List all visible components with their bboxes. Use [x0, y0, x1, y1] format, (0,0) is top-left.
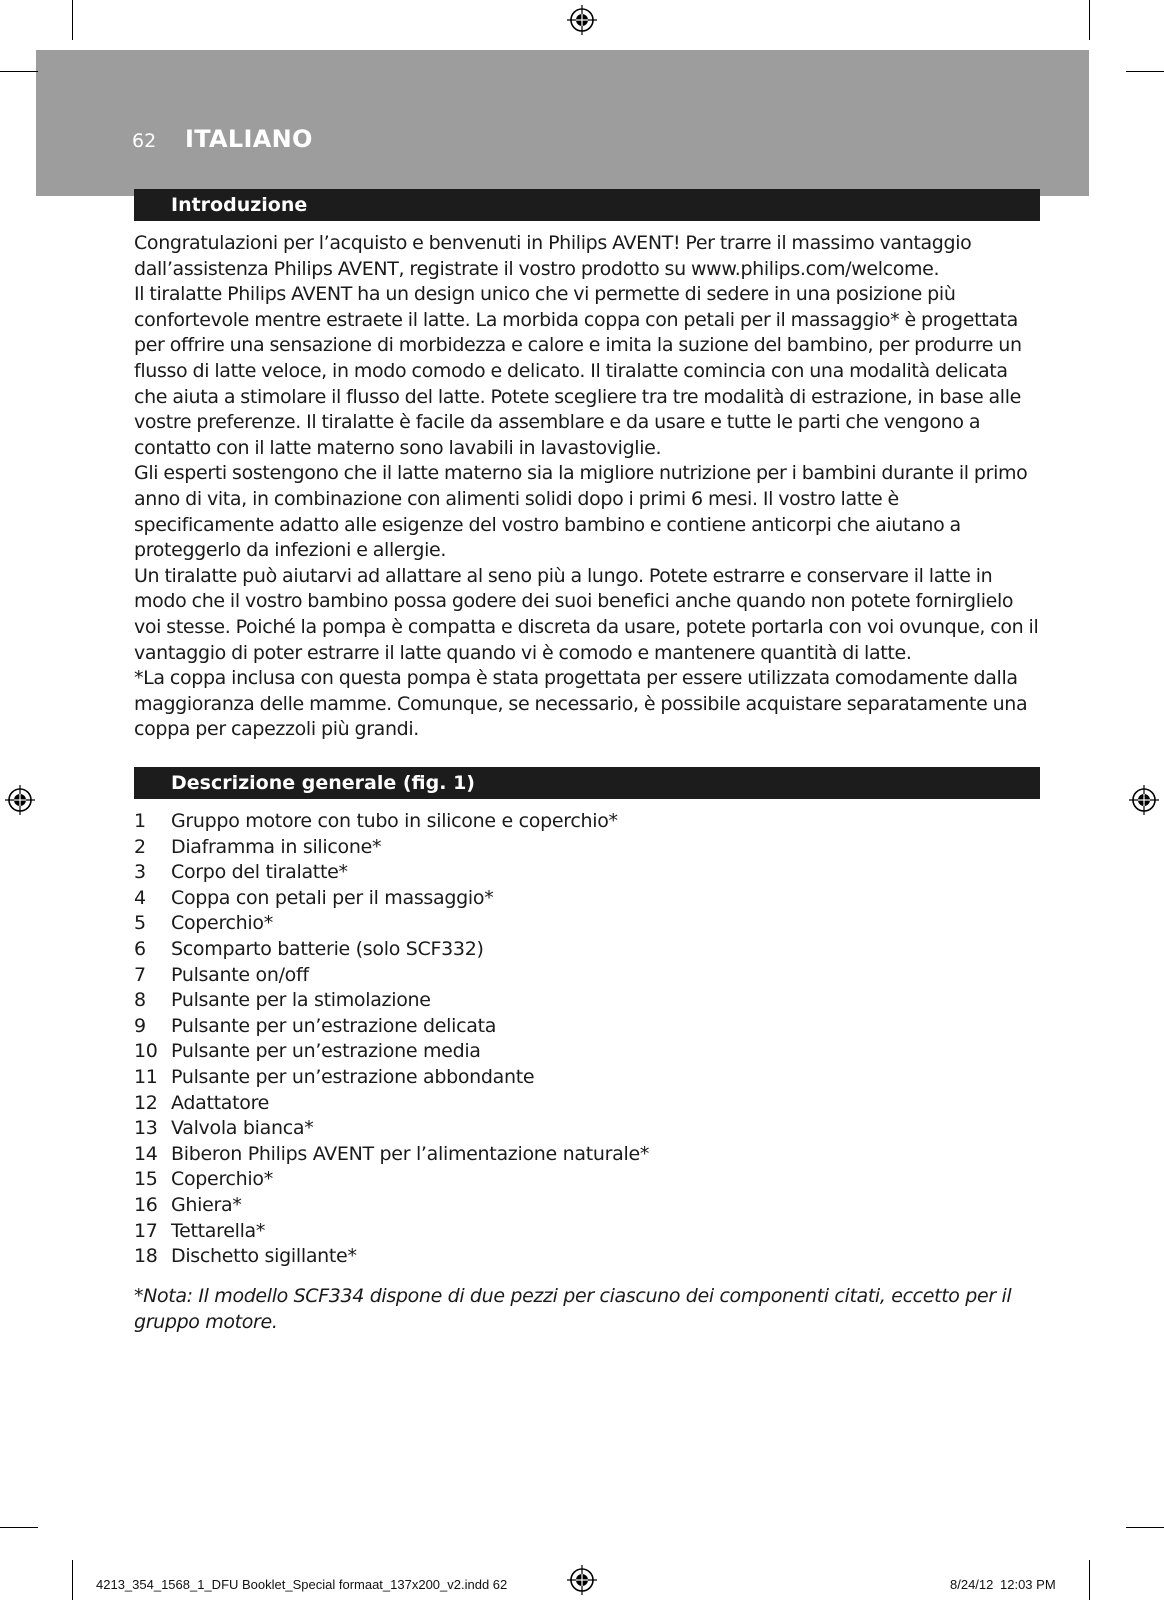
list-item	[134, 860, 1040, 886]
model-note: *Nota: Il modello SCF334 dispone di due pezzi per ciascuno dei componenti citati, eccetto per il gruppo motore.	[134, 1285, 1012, 1333]
part-label: Pulsante per un’estrazione abbondante	[171, 1065, 535, 1088]
part-label: Coperchio*	[171, 912, 273, 935]
list-item	[134, 1039, 1040, 1065]
part-label: Pulsante on/off	[171, 963, 309, 986]
slug-date: 8/24/12	[950, 1577, 994, 1592]
slug-time: 12:03 PM	[1000, 1577, 1056, 1592]
intro-paragraph: Un tiralatte può aiutarvi ad allattare al seno più a lungo. Potete estrarre e conservare il latte in modo che il vostro bambino possa godere dei suoi benefici anche quando non potete fornirglielo voi stesse. Poiché la pompa è compatta e discreta da usare, potete portarla con voi ovunque, con il vantaggio di poter estrarre il latte quando vi è comodo e mantenere quantità di latte.	[134, 564, 1039, 664]
list-item	[134, 1193, 1040, 1219]
crop-mark	[0, 71, 38, 72]
introduction-body	[134, 231, 1040, 743]
list-item	[134, 963, 1040, 989]
registration-mark-icon	[567, 5, 597, 35]
registration-mark-icon	[567, 1565, 597, 1595]
part-number: 7	[134, 963, 146, 986]
list-item	[134, 911, 1040, 937]
parts-list	[134, 809, 1040, 1270]
language-title: ITALIANO	[185, 125, 313, 153]
page-number: 62	[132, 130, 157, 152]
part-label: Corpo del tiralatte*	[171, 861, 348, 884]
crop-mark	[1126, 1527, 1164, 1528]
intro-paragraph: Congratulazioni per l’acquisto e benvenuti in Philips AVENT! Per trarre il massimo vantaggio dall’assistenza Philips AVENT, registrate il vostro prodotto su www.philips.com/welcome.	[134, 232, 972, 280]
list-item	[134, 809, 1040, 835]
crop-mark	[1126, 71, 1164, 72]
header-band	[36, 50, 1089, 196]
part-number: 11	[134, 1065, 158, 1088]
part-number: 3	[134, 861, 146, 884]
part-label: Valvola bianca*	[171, 1117, 314, 1140]
list-item	[134, 1116, 1040, 1142]
part-number: 12	[134, 1091, 158, 1114]
intro-paragraph: Il tiralatte Philips AVENT ha un design unico che vi permette di sedere in una posizione più confortevole mentre estraete il latte. La morbida coppa con petali per il massaggio* è progettata per offrire una sensazione di morbidezza e calore e imita la suzione del bambino, per produrre un flusso di latte veloce, in modo comodo e delicato. Il tiralatte comincia con una modalità delicata che aiuta a stimolare il flusso del latte. Potete scegliere tra tre modalità di estrazione, in base alle vostre preferenze. Il tiralatte è facile da assemblare e da usare e tutte le parti che vengono a contatto con il latte materno sono lavabili in lavastoviglie.	[134, 283, 1022, 459]
part-number: 16	[134, 1193, 158, 1216]
part-label: Adattatore	[171, 1091, 270, 1114]
list-item	[134, 937, 1040, 963]
crop-mark	[0, 1527, 38, 1528]
part-number: 14	[134, 1142, 158, 1165]
list-item	[134, 1142, 1040, 1168]
part-number: 4	[134, 886, 146, 909]
part-number: 8	[134, 989, 146, 1012]
list-item	[134, 988, 1040, 1014]
part-number: 17	[134, 1219, 158, 1242]
part-number: 5	[134, 912, 146, 935]
part-label: Ghiera*	[171, 1193, 242, 1216]
part-label: Pulsante per un’estrazione media	[171, 1040, 481, 1063]
part-number: 2	[134, 835, 146, 858]
part-label: Tettarella*	[171, 1219, 266, 1242]
part-number: 18	[134, 1245, 158, 1268]
section-heading-description: Descrizione generale (fig. 1)	[134, 767, 1040, 799]
part-label: Scomparto batterie (solo SCF332)	[171, 937, 484, 960]
list-item	[134, 1065, 1040, 1091]
list-item	[134, 1219, 1040, 1245]
part-label: Coperchio*	[171, 1168, 273, 1191]
list-item	[134, 886, 1040, 912]
slug-filename: 4213_354_1568_1_DFU Booklet_Special formaat_137x200_v2.indd 62	[96, 1577, 508, 1592]
list-item	[134, 1014, 1040, 1040]
intro-paragraph: *La coppa inclusa con questa pompa è stata progettata per essere utilizzata comodamente dalla maggioranza delle mamme. Comunque, se necessario, è possibile acquistare separatamente una coppa per capezzoli più grandi.	[134, 667, 1028, 741]
part-number: 9	[134, 1014, 146, 1037]
part-label: Gruppo motore con tubo in silicone e coperchio*	[171, 810, 618, 832]
part-number: 6	[134, 937, 146, 960]
part-number: 13	[134, 1117, 158, 1140]
list-item	[134, 1244, 1040, 1270]
part-label: Pulsante per un’estrazione delicata	[171, 1014, 497, 1037]
list-item	[134, 1091, 1040, 1117]
section-heading-introduction: Introduzione	[134, 189, 1040, 221]
intro-paragraph: Gli esperti sostengono che il latte materno sia la migliore nutrizione per i bambini durante il primo anno di vita, in combinazione con alimenti solidi dopo i primi 6 mesi. Il vostro latte è specificamente adatto alle esigenze del vostro bambino e contiene anticorpi che aiutano a proteggerlo da infezioni e allergie.	[134, 462, 1028, 562]
part-number: 1	[134, 810, 146, 832]
part-number: 15	[134, 1168, 158, 1191]
crop-mark	[1089, 1560, 1090, 1600]
crop-mark	[72, 1560, 73, 1600]
registration-mark-icon	[1129, 785, 1159, 815]
part-number: 10	[134, 1040, 158, 1063]
part-label: Dischetto sigillante*	[171, 1245, 357, 1268]
crop-mark	[72, 0, 73, 40]
registration-mark-icon	[5, 785, 35, 815]
part-label: Pulsante per la stimolazione	[171, 989, 431, 1012]
part-label: Diaframma in silicone*	[171, 835, 382, 858]
part-label: Biberon Philips AVENT per l’alimentazione naturale*	[171, 1142, 650, 1165]
crop-mark	[1089, 0, 1090, 40]
list-item	[134, 835, 1040, 861]
list-item	[134, 1167, 1040, 1193]
part-label: Coppa con petali per il massaggio*	[171, 886, 494, 909]
